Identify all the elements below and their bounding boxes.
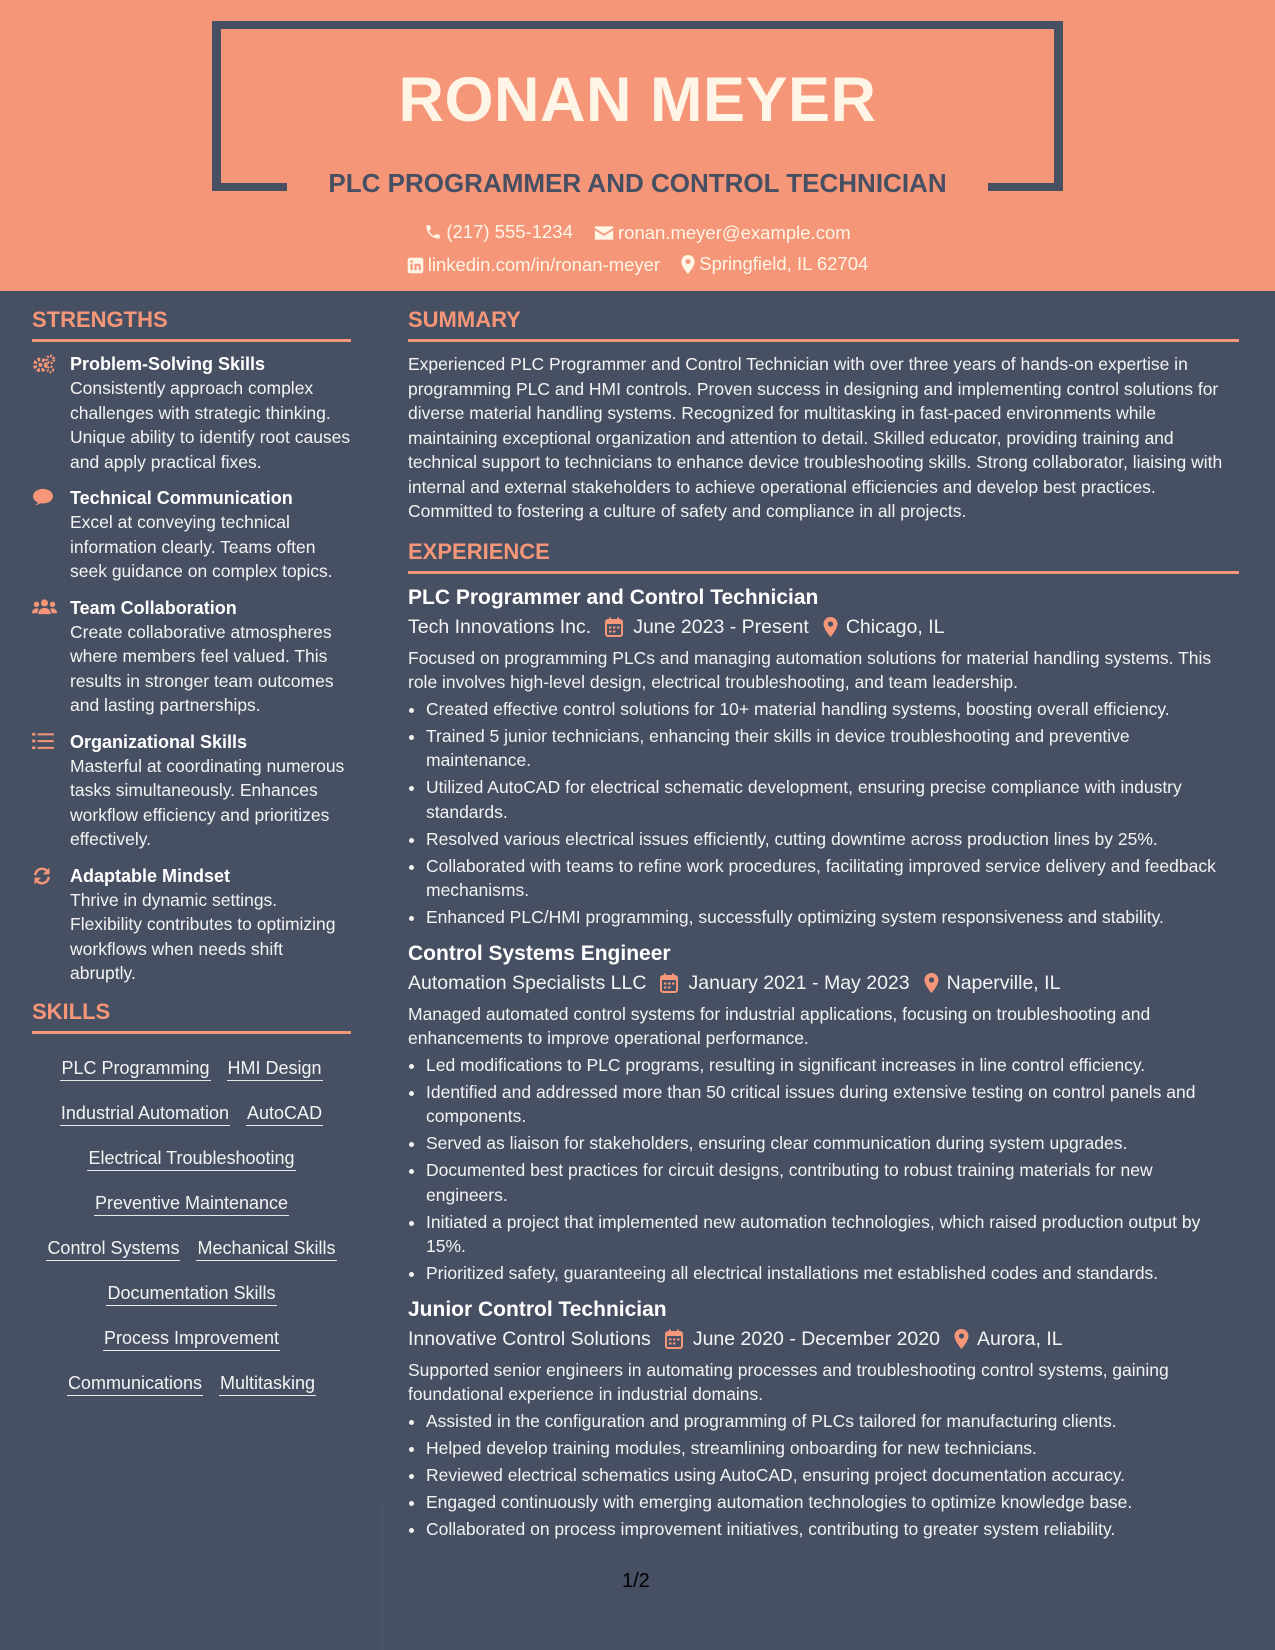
comment-icon: [32, 486, 70, 584]
skill-tag: Preventive Maintenance: [94, 1191, 289, 1216]
job-bullet: • Utilized AutoCAD for electrical schematic development, ensuring precise compliance with industry standards.: [426, 775, 1239, 824]
map-marker-icon: [924, 973, 939, 993]
skill-tag: Documentation Skills: [106, 1281, 276, 1306]
users-icon: [32, 596, 70, 718]
header-banner: [0, 0, 1275, 291]
summary-text: Experienced PLC Programmer and Control Technician with over three years of hands-on expertise in programming PLC and HMI controls. Proven success in designing and implementing control solutions for diverse material handling systems. Recognized for multitasking in fast-paced environments while maintaining exceptional organization and attention to detail. Skilled educator, providing training and technical support to technicians to enhance device troubleshooting skills. Strong collaborator, liaising with internal and external stakeholders to achieve operational efficiencies and develop best practices. Committed to fostering a culture of safety and compliance in all projects.: [408, 354, 1223, 521]
linkedin-text: linkedin.com/in/ronan-meyer: [427, 254, 661, 275]
job-entry: [408, 940, 1239, 1286]
job-entry: [408, 1296, 1239, 1542]
job-title: Control Systems Engineer: [408, 941, 671, 965]
calendar-icon: [605, 617, 623, 637]
job-bullet: • Created effective control solutions for 10+ material handling systems, boosting overall efficiency.: [426, 697, 1239, 722]
calendar-icon: [665, 1329, 683, 1349]
job-title: PLC Programmer and Control Technician: [408, 585, 819, 609]
job-bullet: • Initiated a project that implemented new automation technologies, which raised production output by 15%.: [426, 1210, 1239, 1259]
job-entry: [408, 584, 1239, 930]
job-location: Chicago, IL: [845, 615, 945, 638]
strength-title: Team Collaboration: [70, 597, 237, 618]
strength-desc: Masterful at coordinating numerous tasks simultaneously. Enhances workflow efficiency and prioritizes effectively.: [70, 755, 345, 849]
job-bullet: • Trained 5 junior technicians, enhancing their skills in device troubleshooting and preventive maintenance.: [426, 724, 1239, 773]
map-marker-icon: [823, 617, 838, 637]
phone-icon: [424, 223, 442, 241]
job-description: Supported senior engineers in automating processes and troubleshooting control systems, gaining foundational experience in industrial domains.: [408, 1359, 1169, 1404]
linkedin-item[interactable]: [407, 253, 660, 277]
job-dates: January 2021 - May 2023: [688, 971, 910, 994]
strength-desc: Thrive in dynamic settings. Flexibility contributes to optimizing workflows when needs shift abruptly.: [70, 889, 336, 983]
job-meta: [408, 612, 1239, 642]
sync-icon: [32, 864, 70, 986]
column-divider: [382, 1500, 383, 1650]
strength-item: [32, 352, 351, 474]
job-dates: June 2020 - December 2020: [692, 1327, 940, 1350]
phone-text: (217) 555-1234: [446, 221, 573, 242]
email-item[interactable]: [594, 221, 851, 245]
strength-title: Technical Communication: [70, 488, 293, 508]
envelope-icon: [594, 225, 614, 241]
skill-tag: Communications: [67, 1371, 203, 1396]
skill-tag: HMI Design: [227, 1056, 323, 1081]
job-bullets: [408, 697, 1239, 930]
calendar-icon: [660, 973, 678, 993]
strengths-heading: STRENGTHS: [32, 306, 351, 342]
skill-tag: Mechanical Skills: [196, 1236, 336, 1261]
job-company: Innovative Control Solutions: [408, 1327, 651, 1350]
skill-tag: Control Systems: [46, 1236, 180, 1261]
map-marker-icon: [681, 255, 695, 274]
job-bullet: • Enhanced PLC/HMI programming, successfully optimizing system responsiveness and stability.: [426, 905, 1239, 930]
strength-item: [32, 730, 351, 852]
job-location: Aurora, IL: [976, 1327, 1063, 1350]
contact-row-2: [0, 252, 1275, 280]
strength-title: Adaptable Mindset: [70, 865, 231, 886]
location-item: [681, 252, 868, 276]
left-column: [32, 306, 351, 1406]
job-bullet: • Assisted in the configuration and programming of PLCs tailored for manufacturing clients.: [426, 1409, 1239, 1434]
experience-heading: EXPERIENCE: [408, 538, 1239, 574]
gears-icon: [32, 352, 70, 474]
strength-desc: Excel at conveying technical information clearly. Teams often seek guidance on complex topics.: [70, 512, 333, 581]
frame-top-bar: [212, 21, 1063, 29]
skill-tag: Multitasking: [219, 1371, 316, 1396]
skill-tag: Industrial Automation: [60, 1101, 230, 1126]
job-bullet: • Identified and addressed more than 50 critical issues during extensive testing on control panels and components.: [426, 1080, 1239, 1129]
strength-item: [32, 864, 351, 986]
job-bullet: • Led modifications to PLC programs, resulting in significant increases in line control efficiency.: [426, 1053, 1239, 1078]
candidate-name: RONAN MEYER: [398, 65, 877, 135]
list-icon: [32, 730, 70, 852]
skill-tag: AutoCAD: [246, 1101, 323, 1126]
email-text: ronan.meyer@example.com: [618, 222, 851, 243]
job-bullet: • Collaborated with teams to refine work procedures, facilitating improved service delivery and feedback mechanisms.: [426, 854, 1239, 903]
job-bullet: • Prioritized safety, guaranteeing all electrical installations met established codes and standards.: [426, 1261, 1239, 1286]
job-bullet: • Documented best practices for circuit designs, contributing to robust training materials for new engineers.: [426, 1158, 1239, 1207]
job-location: Naperville, IL: [946, 971, 1061, 994]
linkedin-icon: [407, 257, 424, 274]
job-description: Managed automated control systems for industrial applications, focusing on troubleshooting and enhancements to improve operational performance.: [408, 1003, 1151, 1048]
skills-list: [32, 1044, 351, 1406]
skill-tag: Electrical Troubleshooting: [87, 1146, 295, 1171]
strength-title: Organizational Skills: [70, 731, 248, 752]
contact-row-1: [0, 220, 1275, 247]
skill-tag: PLC Programming: [60, 1056, 210, 1081]
map-marker-icon: [954, 1329, 969, 1349]
job-bullet: • Engaged continuously with emerging automation technologies to optimize knowledge base.: [426, 1490, 1239, 1515]
strength-item: [32, 486, 351, 584]
job-meta: [408, 968, 1239, 998]
job-bullets: [408, 1409, 1239, 1542]
job-bullet: • Served as liaison for stakeholders, ensuring clear communication during system upgrades.: [426, 1131, 1239, 1156]
job-bullet: • Helped develop training modules, streamlining onboarding for new technicians.: [426, 1436, 1239, 1461]
skill-tag: Process Improvement: [103, 1326, 280, 1351]
job-bullet: • Collaborated on process improvement initiatives, contributing to greater system reliability.: [426, 1517, 1239, 1542]
summary-heading: SUMMARY: [408, 306, 1239, 342]
strength-desc: Create collaborative atmospheres where members feel valued. This results in stronger team outcomes and lasting partnerships.: [70, 621, 334, 715]
job-meta: [408, 1324, 1239, 1354]
page-number: 1/2: [622, 1570, 650, 1592]
job-title: Junior Control Technician: [408, 1297, 667, 1321]
job-bullet: • Resolved various electrical issues efficiently, cutting downtime across production lines by 25%.: [426, 827, 1239, 852]
strength-item: [32, 596, 351, 718]
strength-title: Problem-Solving Skills: [70, 354, 266, 374]
strength-desc: Consistently approach complex challenges with strategic thinking. Unique ability to identify root causes and apply practical fixes.: [70, 378, 351, 472]
job-bullet: • Reviewed electrical schematics using AutoCAD, ensuring project documentation accuracy.: [426, 1463, 1239, 1488]
phone-item[interactable]: [424, 220, 573, 244]
job-company: Automation Specialists LLC: [408, 971, 647, 994]
job-bullets: [408, 1053, 1239, 1286]
skills-heading: SKILLS: [32, 998, 351, 1034]
location-text: Springfield, IL 62704: [699, 253, 869, 274]
candidate-title: PLC PROGRAMMER AND CONTROL TECHNICIAN: [328, 168, 947, 198]
job-description: Focused on programming PLCs and managing automation solutions for material handling systems. This role involves high-level design, electrical troubleshooting, and team leadership.: [408, 647, 1212, 692]
job-dates: June 2023 - Present: [633, 615, 809, 638]
job-company: Tech Innovations Inc.: [408, 615, 592, 638]
right-column: [408, 306, 1239, 1551]
